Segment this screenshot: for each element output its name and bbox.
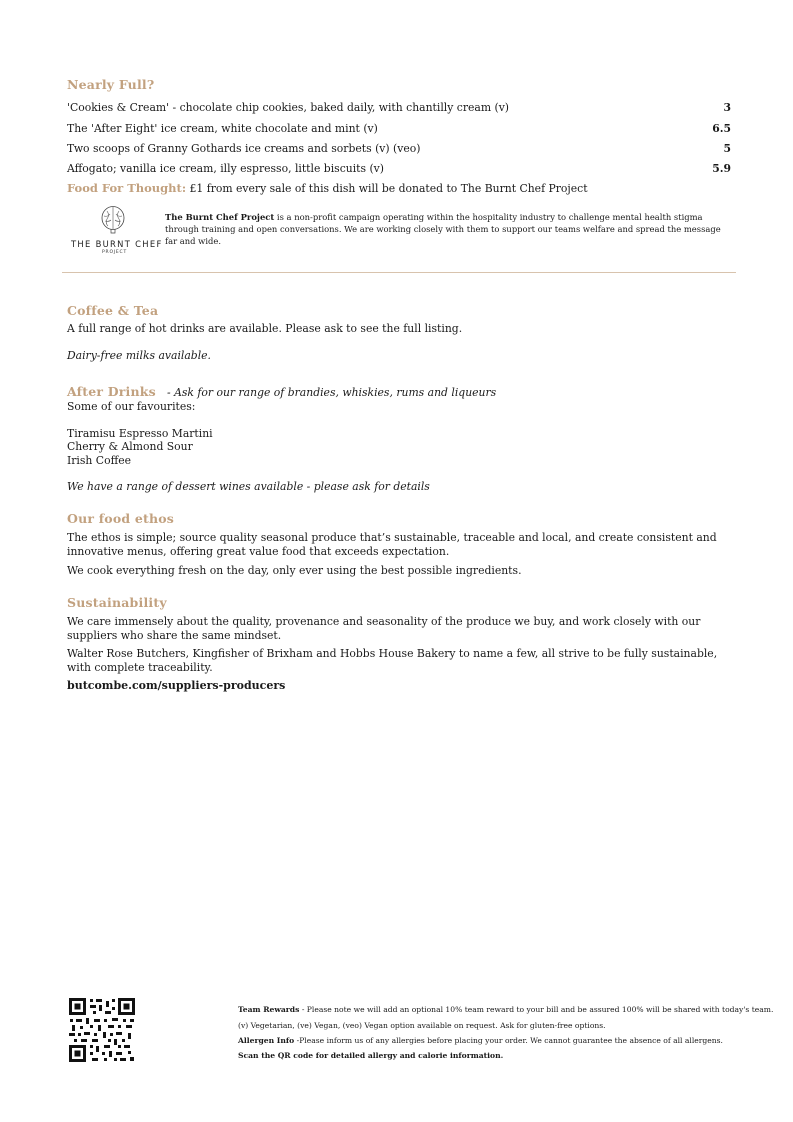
food-ethos-paragraph: The ethos is simple; source quality seasonal produce that’s sustainable, traceable and local, and create consistent and innovative menus, offering great value food that exceeds expectation. — [67, 531, 717, 558]
allergen-text: -Please inform us of any allergies before placing your order. We cannot guarantee the absence of all allergens. — [294, 1036, 723, 1045]
menu-item-price: 6.5 — [712, 122, 731, 135]
team-rewards-line — [238, 1005, 773, 1014]
food-ethos-paragraph-2: We cook everything fresh on the day, only ever using the best possible ingredients. — [67, 564, 522, 577]
sustainability-heading: Sustainability — [67, 595, 167, 610]
menu-item-description: The 'After Eight' ice cream, white chocolate and mint (v) — [67, 122, 378, 135]
dessert-wines-note: We have a range of dessert wines available - please ask for details — [67, 480, 430, 493]
coffee-tea-heading: Coffee & Tea — [67, 303, 159, 318]
diet-legend-line: (v) Vegetarian, (ve) Vegan, (veo) Vegan option available on request. Ask for gluten-free options. — [238, 1021, 606, 1030]
suppliers-link[interactable]: butcombe.com/suppliers-producers — [67, 679, 286, 692]
section-divider — [62, 272, 736, 273]
scan-qr-line: Scan the QR code for detailed allergy and calorie information. — [238, 1051, 504, 1060]
menu-item-price: 5 — [723, 142, 731, 155]
favourites-intro: Some of our favourites: — [67, 400, 196, 413]
favourite-item: Cherry & Almond Sour — [67, 440, 193, 453]
burnt-chef-description — [165, 211, 735, 247]
dairy-free-note: Dairy-free milks available. — [67, 349, 211, 362]
menu-item-description: 'Cookies & Cream' - chocolate chip cookies, baked daily, with chantilly cream (v) — [67, 101, 510, 114]
favourite-item: Tiramisu Espresso Martini — [67, 427, 213, 440]
logo-title: THE BURNT CHEF — [71, 239, 163, 249]
menu-item-price: 5.9 — [712, 162, 731, 175]
menu-item — [67, 162, 731, 176]
sustainability-paragraph: We care immensely about the quality, provenance and seasonality of the produce we buy, and work closely with our suppliers who share the same mindset. — [67, 615, 701, 642]
allergen-label: Allergen Info — [238, 1036, 295, 1045]
food-for-thought-text: £1 from every sale of this dish will be donated to The Burnt Chef Project — [189, 182, 588, 195]
logo-subtitle: PROJECT — [102, 250, 128, 255]
after-drinks-subtitle: - Ask for our range of brandies, whiskies, rums and liqueurs — [166, 386, 497, 399]
coffee-tea-text: A full range of hot drinks are available. Please ask to see the full listing. — [67, 322, 463, 335]
burnt-chef-logo — [66, 205, 163, 255]
burnt-chef-text: is a non-profit campaign operating within the hospitality industry to challenge mental health stigma through training and open conversations. We are working closely with them to support our teams welfare and spread the message far and wide. — [165, 212, 721, 246]
brain-icon — [100, 205, 126, 235]
burnt-chef-name: The Burnt Chef Project — [165, 212, 275, 222]
menu-item-description: Affogato; vanilla ice cream, illy espresso, little biscuits (v) — [67, 162, 384, 175]
menu-item — [67, 142, 731, 156]
menu-item-price: 3 — [723, 101, 731, 114]
after-drinks-heading: After Drinks — [67, 384, 156, 399]
team-rewards-text: - Please note we will add an optional 10% team reward to your bill and be assured 100% will be shared with today's team. — [299, 1005, 774, 1014]
menu-item — [67, 101, 731, 115]
team-rewards-label: Team Rewards — [238, 1005, 300, 1014]
allergen-info-line — [238, 1036, 723, 1045]
qr-code-icon[interactable] — [68, 997, 136, 1063]
favourite-item: Irish Coffee — [67, 454, 132, 467]
nearly-full-heading: Nearly Full? — [67, 77, 155, 92]
food-ethos-heading: Our food ethos — [67, 511, 175, 526]
sustainability-paragraph-2: Walter Rose Butchers, Kingfisher of Brixham and Hobbs House Bakery to name a few, all strive to be fully sustainable, with complete traceability. — [67, 647, 718, 674]
menu-item-description: Two scoops of Granny Gothards ice creams and sorbets (v) (veo) — [67, 142, 421, 155]
food-for-thought-label: Food For Thought: — [67, 181, 187, 195]
menu-item — [67, 122, 731, 136]
food-for-thought — [67, 181, 588, 195]
after-drinks-header — [67, 381, 496, 400]
